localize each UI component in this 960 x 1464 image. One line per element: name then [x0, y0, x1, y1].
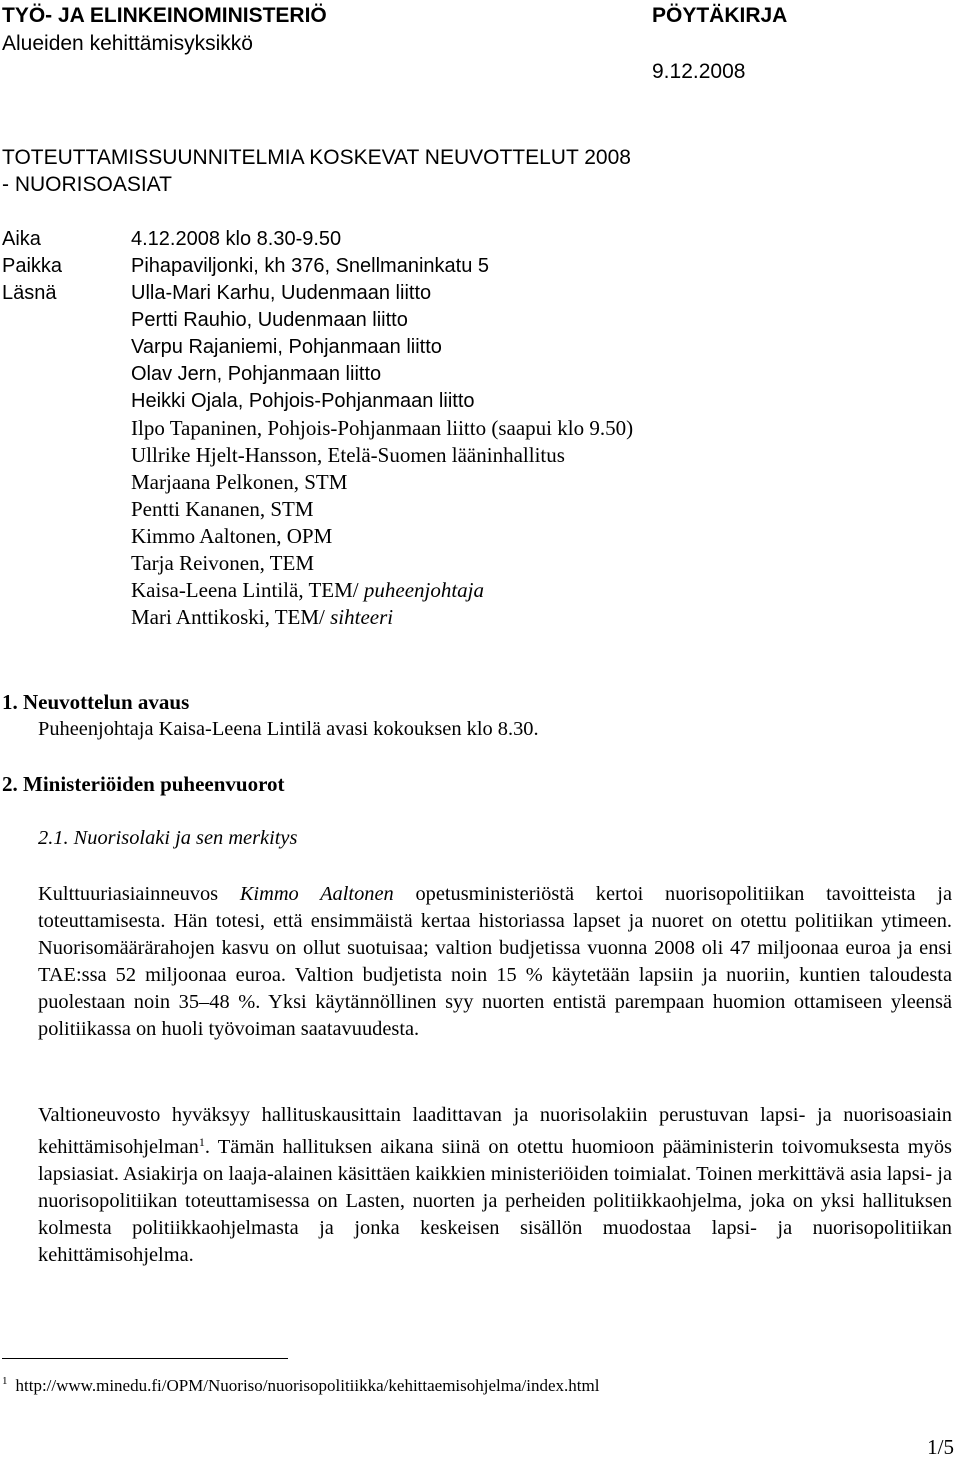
paragraph-2-rest: . Tämän hallituksen aikana siinä on otettu huomioon pääministerin toivomuksesta myös lapsiasiat. Asiakirja on laaja-alainen käsittäen kaikkien ministeriöiden toimialat. Toinen merkittävä asia lapsi- ja nuorisopolitiikan toteuttamisessa on Lasten, nuorten ja perheiden politiikkaohjelma, joka on yksi hallituksen kolmesta politiikkaohjelmasta ja jonka keskeisen sisällön muodostaa lapsi- ja nuorisopolitiikan kehittämisohjelma. [38, 1136, 952, 1266]
attendee-role: sihteeri [330, 605, 394, 629]
attendee-name: Mari Anttikoski, TEM/ [131, 605, 331, 629]
attendee: Heikki Ojala, Pohjois-Pohjanmaan liitto [131, 390, 475, 412]
place-label: Paikka [2, 255, 63, 277]
attendee: Ilpo Tapaninen, Pohjois-Pohjanmaan liitto (saapui klo 9.50) [131, 416, 634, 440]
footnote-link[interactable]: http://www.minedu.fi/OPM/Nuoriso/nuorisopolitiikka/kehittaemisohjelma/index.html [15, 1376, 600, 1395]
place-value: Pihapaviljonki, kh 376, Snellmaninkatu 5 [131, 255, 489, 277]
attendee: Pertti Rauhio, Uudenmaan liitto [131, 309, 408, 331]
attendee: Ullrike Hjelt-Hansson, Etelä-Suomen lääninhallitus [131, 443, 565, 467]
document-type: PÖYTÄKIRJA [652, 4, 788, 27]
footnote-number: 1 [2, 1375, 8, 1387]
paragraph-1 [38, 881, 952, 1043]
title-line-2: - NUORISOASIAT [2, 173, 172, 196]
paragraph-1-start: Kulttuuriasiainneuvos [38, 883, 240, 905]
section-1-heading: 1. Neuvottelun avaus [2, 690, 190, 714]
section-2-1-heading: 2.1. Nuorisolaki ja sen merkitys [38, 827, 298, 849]
footnote [2, 1375, 599, 1396]
page-title [2, 144, 631, 198]
footnote-reference[interactable]: 1 [198, 1135, 205, 1149]
attendee-name: Kaisa-Leena Lintilä, TEM/ [131, 578, 364, 602]
page-number: 1/5 [927, 1435, 954, 1459]
section-2-heading: 2. Ministeriöiden puheenvuorot [2, 772, 285, 796]
paragraph-1-person: Kimmo Aaltonen [239, 883, 394, 905]
attendee: Varpu Rajaniemi, Pohjanmaan liitto [131, 336, 442, 358]
unit-name: Alueiden kehittämisyksikkö [2, 32, 253, 55]
time-value: 4.12.2008 klo 8.30-9.50 [131, 228, 342, 250]
paragraph-1-rest: opetusministeriöstä kertoi nuorisopolitiikan tavoitteista ja toteuttamisesta. Hän totesi, että ensimmäistä kertaa historiassa lapset ja nuoret on otettu politiikan ytimeen. Nuorisomäärärahojen kasvu on ollut suotuisaa; valtion budjetissa vuonna 2008 oli 47 miljoonaa euroa ja ensi TAE:ssa 52 miljoonaa euroa. Valtion budjetista noin 15 % käytetään lapsiin ja nuoriin, kuntien taloudesta puolestaan noin 35–48 %. Yksi käytännöllinen syy nuorten entistä parempaan huomion ottamiseen yleensä politiikassa on huoli työvoiman saatavuudesta. [38, 883, 952, 1040]
attendee: Ulla-Mari Karhu, Uudenmaan liitto [131, 282, 432, 304]
paragraph-2 [38, 1102, 952, 1269]
attendee: Marjaana Pelkonen, STM [131, 470, 348, 494]
present-label: Läsnä [2, 282, 57, 304]
time-label: Aika [2, 228, 41, 250]
attendee: Olav Jern, Pohjanmaan liitto [131, 363, 382, 385]
ministry-name: TYÖ- JA ELINKEINOMINISTERIÖ [2, 4, 327, 27]
attendee: Kimmo Aaltonen, OPM [131, 524, 333, 548]
attendee: Tarja Reivonen, TEM [131, 551, 315, 575]
attendee-secretary [131, 605, 393, 630]
paragraph-2-start: Valtioneuvosto hyväksyy hallituskausittain laadittavan ja nuorisolakiin perustuvan lapsi- ja nuorisoasiain kehittämisohjelman [38, 1104, 952, 1158]
attendee-chair [131, 578, 484, 603]
attendee: Pentti Kananen, STM [131, 497, 314, 521]
attendee-role: puheenjohtaja [363, 578, 485, 602]
document-date: 9.12.2008 [652, 60, 746, 83]
title-line-1: TOTEUTTAMISSUUNNITELMIA KOSKEVAT NEUVOTTELUT 2008 [2, 146, 631, 169]
section-1-text: Puheenjohtaja Kaisa-Leena Lintilä avasi kokouksen klo 8.30. [38, 718, 539, 740]
footnote-divider [2, 1358, 288, 1359]
